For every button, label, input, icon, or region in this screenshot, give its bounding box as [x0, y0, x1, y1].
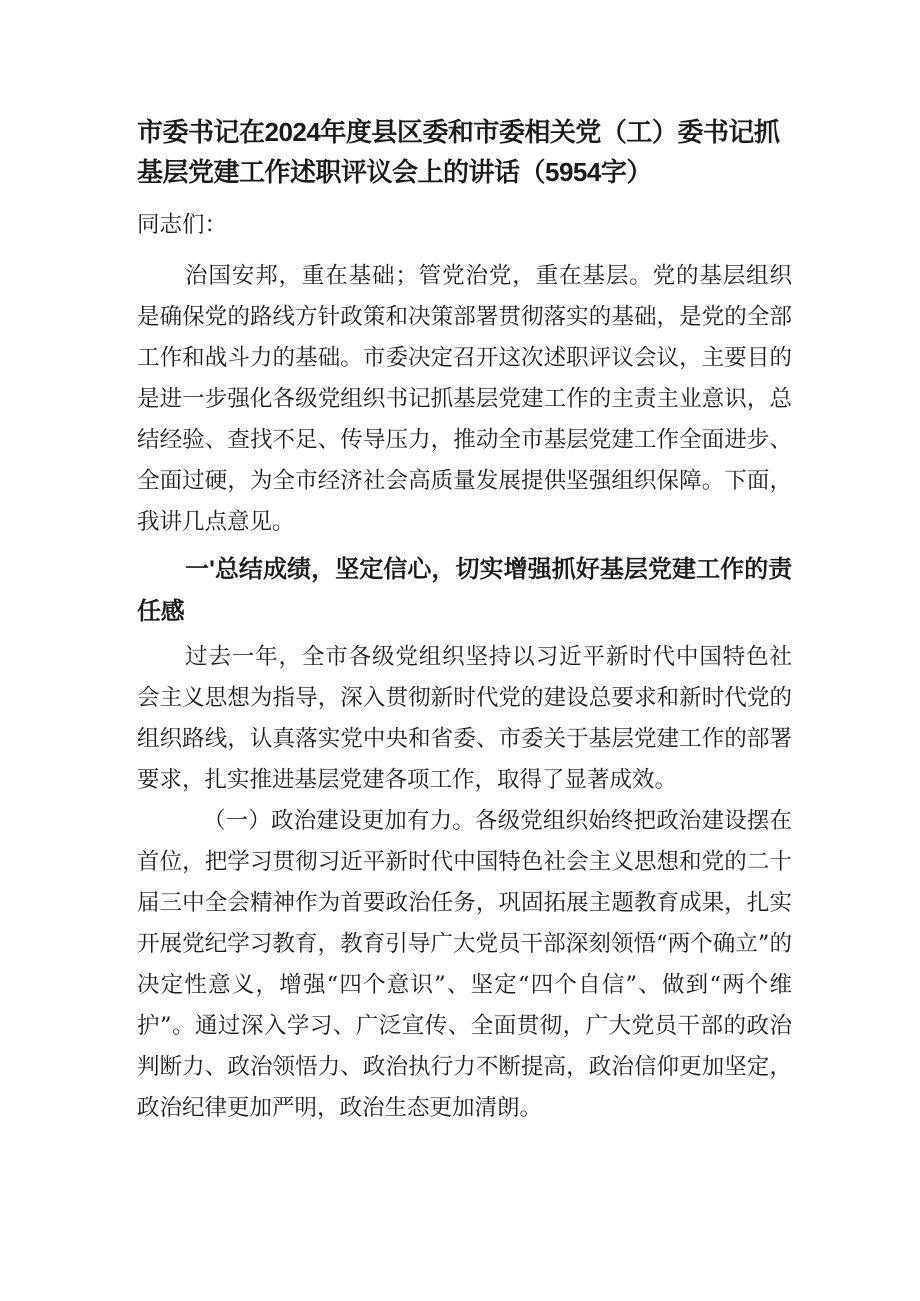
greeting: 同志们： [137, 212, 228, 238]
document-body [137, 205, 792, 1129]
document-title: 市委书记在2024年度县区委和市委相关党（工）委书记抓基层党建工作述职评议会上的讲话（5954字） [137, 117, 780, 187]
section-paragraph: （一）政治建设更加有力。各级党组织始终把政治建设摆在首位，把学习贯彻习近平新时代中国特色社会主义思想和党的二十届三中全会精神作为首要政治任务，巩固拓展主题教育成果，扎实开展党纪学习教育，教育引导广大党员干部深刻领悟“两个确立”的决定性意义，增强“四个意识”、坚定“四个自信”、做到“两个维护”。通过深入学习、广泛宣传、全面贯彻，广大党员干部的政治判断力、政治领悟力、政治执行力不断提高，政治信仰更加坚定，政治纪律更加严明，政治生态更加清朗。 [137, 808, 792, 1121]
intro-paragraph: 治国安邦，重在基础；管党治党，重在基层。党的基层组织是确保党的路线方针政策和决策部署贯彻落实的基础，是党的全部工作和战斗力的基础。市委决定召开这次述职评议会议，主要目的是进一步强化各级党组织书记抓基层党建工作的主责主业意识，总结经验、查找不足、传导压力，推动全市基层党建工作全面进步、全面过硬，为全市经济社会高质量发展提供坚强组织保障。下面，我讲几点意见。 [137, 263, 792, 535]
section-paragraph: 过去一年，全市各级党组织坚持以习近平新时代中国特色社会主义思想为指导，深入贯彻新时代党的建设总要求和新时代党的组织路线，认真落实党中央和省委、市委关于基层党建工作的部署要求，扎实推进基层党建各项工作，取得了显著成效。 [137, 644, 792, 793]
section-heading: 一'总结成绩，坚定信心，切实增强抓好基层党建工作的责任感 [137, 556, 792, 625]
